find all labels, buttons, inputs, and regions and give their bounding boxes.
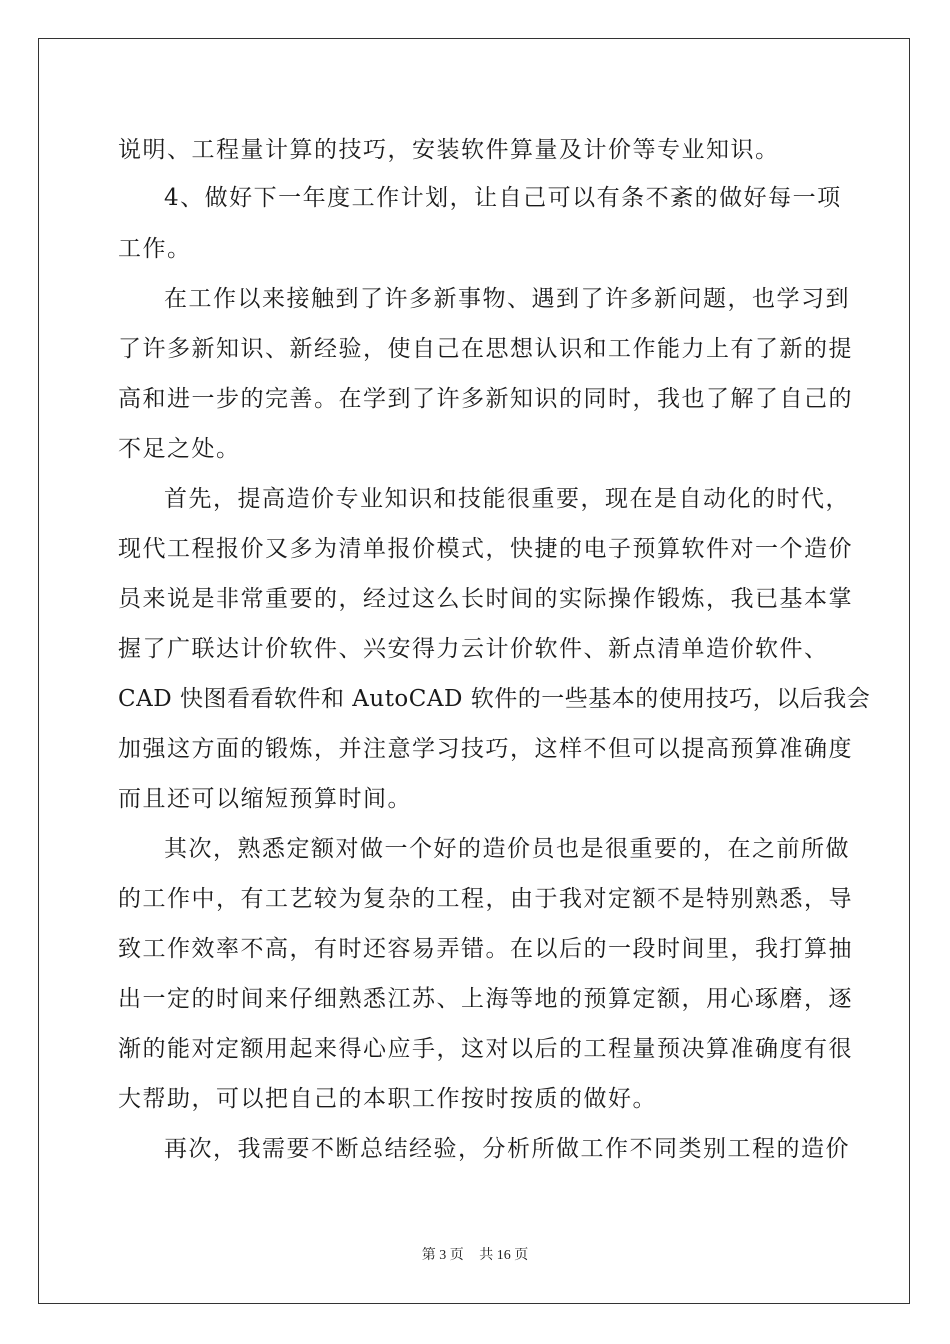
- text-line: CAD 快图看看软件和 AutoCAD 软件的一些基本的使用技巧，以后我会: [118, 686, 871, 712]
- text-line: 握了广联达计价软件、兴安得力云计价软件、新点清单造价软件、: [118, 636, 829, 662]
- text-line: 其次，熟悉定额对做一个好的造价员也是很重要的，在之前所做: [164, 836, 850, 862]
- text-line: 在工作以来接触到了许多新事物、遇到了许多新问题，也学习到: [164, 286, 850, 312]
- text-line: 高和进一步的完善。在学到了许多新知识的同时，我也了解了自己的: [118, 386, 853, 412]
- text-line: 了许多新知识、新经验，使自己在思想认识和工作能力上有了新的提: [118, 336, 853, 362]
- text-line: 而且还可以缩短预算时间。: [118, 786, 412, 812]
- text-line: 出一定的时间来仔细熟悉江苏、上海等地的预算定额，用心琢磨，逐: [118, 986, 853, 1012]
- page-number: 第 3 页: [421, 1248, 464, 1263]
- text-line: 现代工程报价又多为清单报价模式，快捷的电子预算软件对一个造价: [118, 536, 853, 562]
- page-footer: [0, 1244, 950, 1264]
- text-line: 不足之处。: [118, 436, 241, 462]
- text-line: 员来说是非常重要的，经过这么长时间的实际操作锻炼，我已基本掌: [118, 586, 853, 612]
- text-line: 致工作效率不高，有时还容易弄错。在以后的一段时间里，我打算抽: [118, 936, 853, 962]
- text-line: 加强这方面的锻炼，并注意学习技巧，这样不但可以提高预算准确度: [118, 736, 853, 762]
- page-total: 共 16 页: [479, 1248, 529, 1263]
- text-line: 大帮助，可以把自己的本职工作按时按质的做好。: [118, 1086, 657, 1112]
- text-line: 说明、工程量计算的技巧，安装软件算量及计价等专业知识。: [118, 137, 780, 163]
- text-line: 4、做好下一年度工作计划，让自己可以有条不紊的做好每一项: [164, 185, 842, 211]
- text-line: 的工作中，有工艺较为复杂的工程，由于我对定额不是特别熟悉，导: [118, 886, 853, 912]
- text-line: 渐的能对定额用起来得心应手，这对以后的工程量预决算准确度有很: [118, 1036, 853, 1062]
- text-line: 首先，提高造价专业知识和技能很重要，现在是自动化的时代，: [164, 486, 850, 512]
- text-line: 再次，我需要不断总结经验，分析所做工作不同类别工程的造价: [164, 1136, 850, 1162]
- text-line: 工作。: [118, 236, 192, 262]
